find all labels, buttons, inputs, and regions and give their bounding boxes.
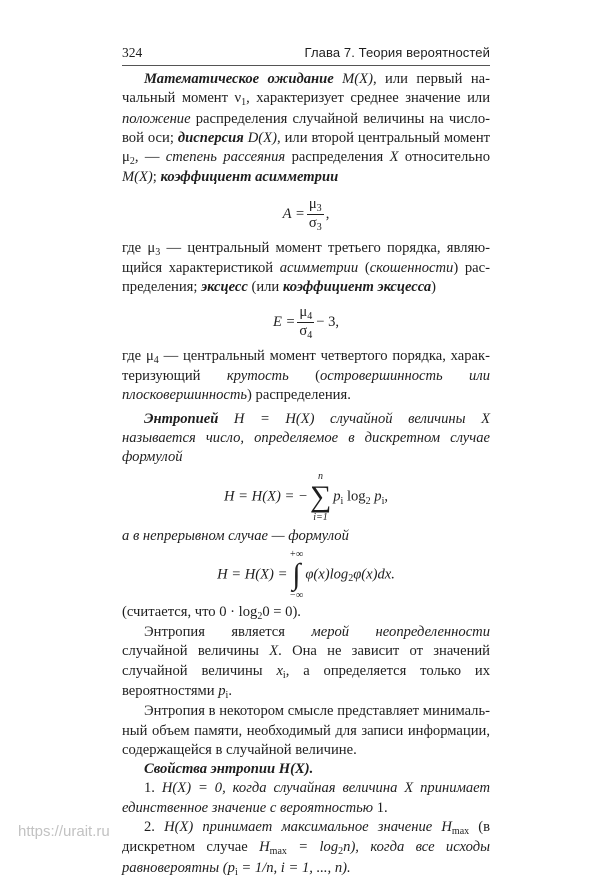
paragraph-expectation: Математическое ожидание M(X), или первый начальный момент $\nu_1$, характеризует среднее значение или положение распределения случайной величины на числовой оси; дисперсия D(X), или второй центральный момент $\mu_2$, — степень рассеяния распределения X относительно M(X); коэффициент асимметрии	[122, 71, 491, 186]
formula-entropy-discrete: H = H(X) = − n ∑ i=1 $p_i$ $\log_2 p_i$,	[223, 471, 388, 524]
formula-kurtosis: E = $\frac{\mu_4}{\sigma_4}$ − 3,	[272, 303, 340, 341]
paragraph-continuous-case: а в непрерывном случае — формулой	[122, 528, 349, 545]
paragraph-entropy-definition: Энтропией H = H(X) случайной величины X называется число, определяемое в дискретном случае формулой	[122, 410, 490, 466]
heading-entropy-properties: Свойства энтропии H(X).	[144, 761, 314, 778]
formula-asymmetry: A = $\frac{\mu_3}{\sigma_3}$ ,	[282, 195, 330, 233]
page-number: 324	[122, 45, 143, 60]
integral-operator: +∞ ∫ −∞	[289, 548, 304, 601]
chapter-title: Глава 7. Теория вероятностей	[304, 45, 490, 60]
paragraph-memory: Энтропия в некотором смысле представляет минимальный объем памяти, необходимый для записи информации, содержащейся в случайной величине.	[122, 703, 490, 758]
property-1: 1. H(X) = 0, когда случайная величина X принимает единственное значение с вероятностью 1.	[122, 780, 491, 816]
paragraph-asymmetry: где $\mu_3$ — центральный момент третьего порядка, являющийся характеристикой асимметрии (скошенности) распределения; эксцесс (или коэффициент эксцесса)	[122, 239, 491, 296]
property-2: 2. H(X) принимает максимальное значение $H_{max}$ (в дискретном случае $H_{max} = \log_2n$), когда все исходы равновероятны ($p_i = 1/n$, i = 1, ..., n).	[122, 819, 491, 878]
source-watermark: https://urait.ru	[18, 823, 110, 840]
text-body	[122, 70, 490, 879]
sum-operator: n ∑ i=1	[309, 471, 332, 524]
formula-entropy-continuous: H = H(X) = +∞ ∫ −∞ $\varphi(x)\log_2\varphi(x)dx$.	[217, 548, 395, 601]
header-divider	[122, 65, 490, 66]
paragraph-uncertainty: Энтропия является мерой неопределенности случайной величины X. Она не зависит от значений случайной величины $x_i$, а определяется только их вероятностями $p_i$.	[122, 624, 491, 701]
paragraph-kurtosis: где $\mu_4$ — центральный момент четвертого порядка, характеризующий крутость (островершинность или плосковершинность) распределения.	[122, 347, 490, 404]
paragraph-convention: (считается, что $0 \cdot \log_20 = 0$).	[122, 603, 301, 622]
